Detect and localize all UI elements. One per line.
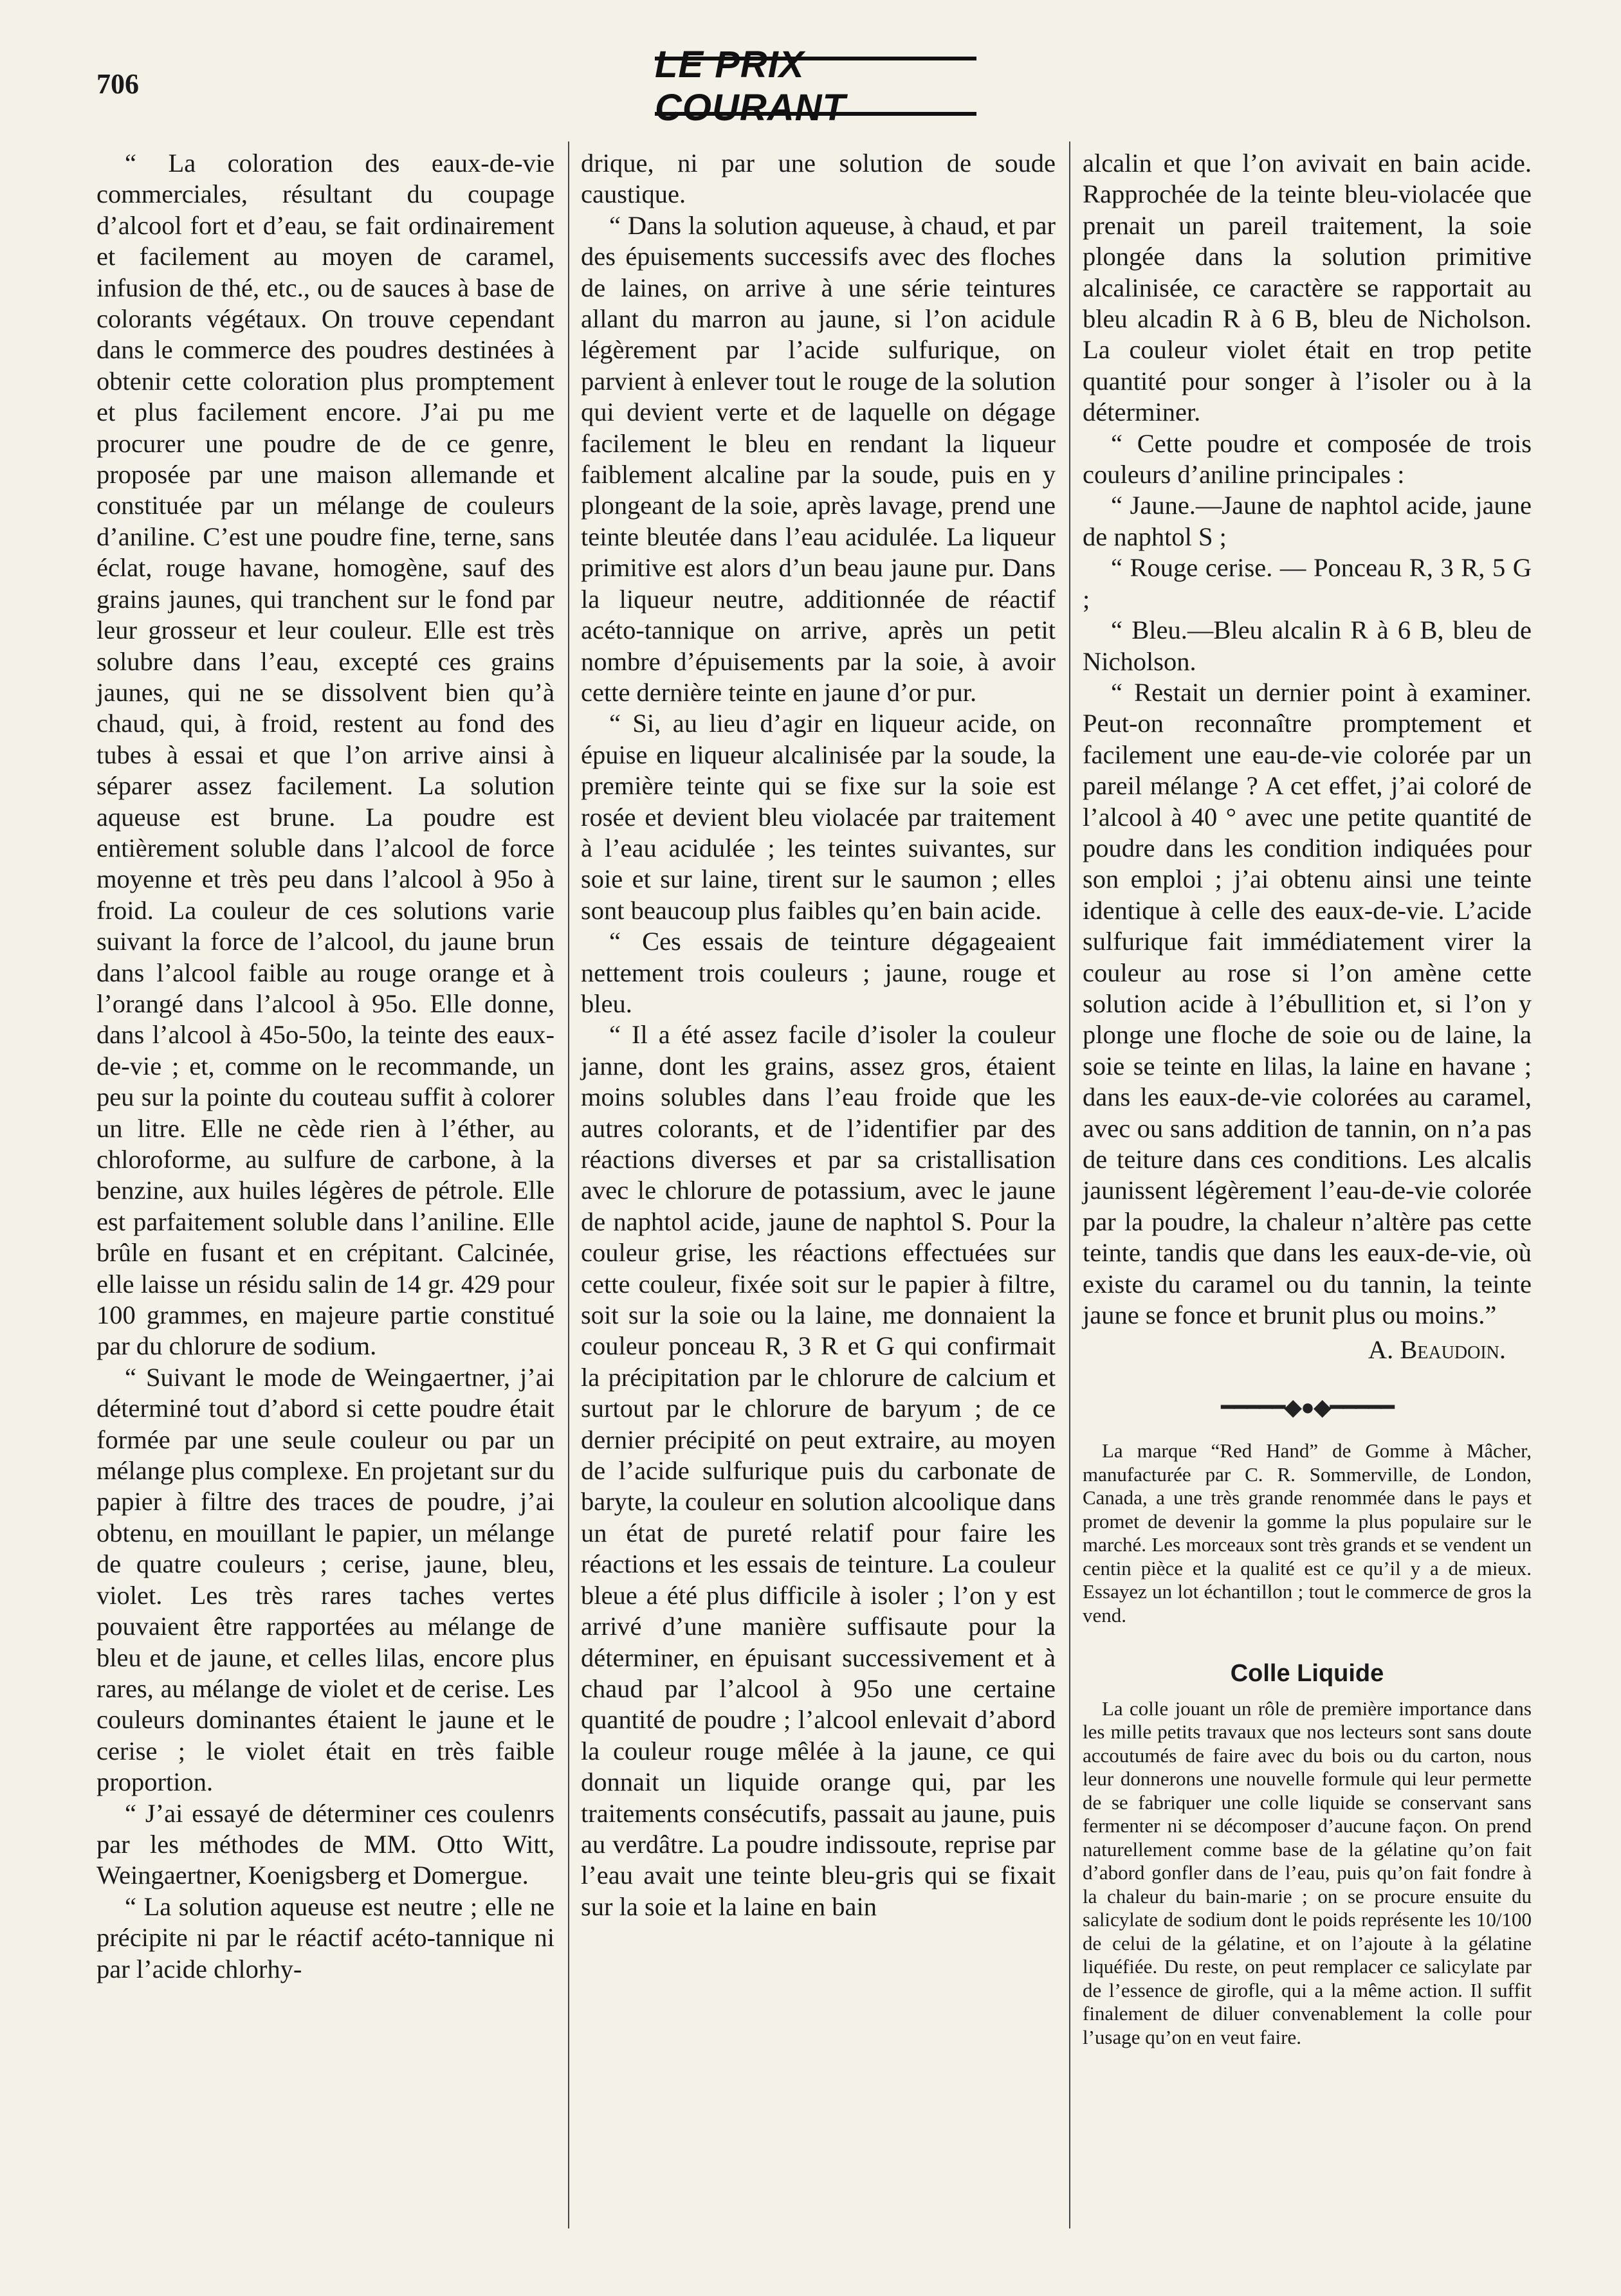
paragraph: “ J’ai essayé de déterminer ces coulenrs par les méthodes de MM. Otto Witt, Weingaertner, Koenigsberg et Domergue. (96, 1798, 554, 1890)
paragraph: “ Ces essais de teinture dégageaient nettement trois couleurs ; jaune, rouge et bleu. (581, 927, 1056, 1018)
paragraph: “ Dans la solution aqueuse, à chaud, et par des épuisements successifs avec des floches de laines, on arrive à une série teintures allant du marron au jaune, si l’on acidule légèrement par l’acide sulfurique, on parvient à enlever tout le rouge de la solution qui devient verte et de laquelle on dégage facilement le bleu en rendant la liqueur faiblement alcaline par la soude, puis en y plongeant de la soie, après lavage, prend une teinte bleutée dans l’eau acidulée. La liqueur primitive est alors d’un beau jaune pur. Dans la liqueur neutre, additionnée de réactif acéto-tannique on arrive, après un petit nombre d’épuisements par la soie, à avoir cette dernière teinte en jaune d’or pur. (581, 210, 1056, 707)
paragraph: “ Suivant le mode de Weingaertner, j’ai déterminé tout d’abord si cette poudre était formée par une seule couleur ou par un mélange plus complexe. En projetant sur du papier à filtre des traces de poudre, j’ai obtenu, en mouillant le papier, un mélange de quatre couleurs ; cerise, jaune, bleu, violet. Les très rares taches vertes pouvaient être rapportées au mélange de bleu et de jaune, et celles lilas, encore plus rares, au mélange de violet et de cerise. Les couleurs dominantes étaient le jaune et le cerise ; le violet était en très faible proportion. (96, 1362, 554, 1797)
paragraph: “ Jaune.—Jaune de naphtol acide, jaune de naphtol S ; (1083, 491, 1532, 551)
masthead-logo: LE PRIX COURANT (655, 57, 976, 116)
paragraph: alcalin et que l’on avivait en bain acide. Rapprochée de la teinte bleu-violacée que prenait un pareil traitement, la soie plongée dans la solution primitive alcalinisée, ce caractère se rapportait au bleu alcadin R à 6 B, bleu de Nicholson. La couleur violet était en trop petite quantité pour songer à l’isoler ou à la déterminer. (1083, 149, 1532, 427)
colle-liquide-article (1083, 1697, 1532, 2050)
paragraph: “ La coloration des eaux-de-vie commerciales, résultant du coupage d’alcool fort et d’eau, se fait ordinairement et facilement au moyen de caramel, infusion de thé, etc., ou de sauces à base de colorants végétaux. On trouve cependant dans le commerce des poudres destinées à obtenir cette coloration plus promptement et plus facilement encore. J’ai pu me procurer une poudre de de ce genre, proposée par une maison allemande et constituée par un mélange de couleurs d’aniline. C’est une poudre fine, terne, sans éclat, rouge havane, homogène, sauf des grains jaunes, qui tranchent sur le fond par leur grosseur et leur couleur. Elle est très solubre dans l’eau, excepté ces grains jaunes, qui ne se dissolvent bien qu’à chaud, qui, à froid, restent au fond des tubes à essai et que l’on arrive ainsi à séparer assez facilement. La solution aqueuse est brune. La poudre est entièrement soluble dans l’alcool de force moyenne et très peu dans l’alcool à 95o à froid. La couleur de ces solutions varie suivant la force de l’alcool, du jaune brun dans l’alcool faible au rouge orange et à l’orangé dans l’alcool à 95o. Elle donne, dans l’alcool à 45o-50o, la teinte des eaux-de-vie ; et, comme on le recommande, un peu sur la pointe du couteau suffit à colorer un litre. Elle ne cède rien à l’éther, au chloroforme, au sulfure de carbone, à la benzine, aux huiles légères de pétrole. Elle est parfaitement soluble dans l’aniline. Elle brûle en fusant et en crépitant. Calcinée, elle laisse un résidu salin de 14 gr. 429 pour 100 grammes, en majeure partie constitué par du chlorure de sodium. (96, 149, 554, 1361)
paragraph: “ Bleu.—Bleu alcalin R à 6 B, bleu de Nicholson. (1083, 615, 1532, 676)
column-divider (1069, 141, 1070, 2228)
author-signature: A. Beaudoin. (1368, 1335, 1506, 1365)
article-column-3 (1083, 148, 1532, 2049)
article-column-2 (581, 148, 1056, 1922)
red-hand-notice (1083, 1439, 1532, 1627)
article-column-1 (96, 148, 554, 1985)
colle-liquide-title: Colle Liquide (1230, 1660, 1384, 1688)
paragraph: “ Si, au lieu d’agir en liqueur acide, on épuise en liqueur alcalinisée par la soude, la première teinte qui se fixe sur la soie est rosée et devient bleu violacée par traitement à l’eau acidulée ; les teintes suivantes, sur soie et sur laine, tirent sur le saumon ; elles sont beaucoup plus faibles qu’en bain acide. (581, 709, 1056, 925)
paragraph: “ La solution aqueuse est neutre ; elle ne précipite ni par le réactif acéto-tannique ni par l’acide chlorhy- (96, 1891, 554, 1983)
column-divider (568, 141, 569, 2228)
ornament-divider: ━━━━━◆●◆━━━━━ (1221, 1394, 1393, 1420)
paragraph: “ Restait un dernier point à examiner. Peut-on reconnaître promptement et facilement une eau-de-vie colorée par un pareil mélange ? A cet effet, j’ai coloré de l’alcool à 40 ° avec une petite quantité de poudre dans les condition indiquées pour son emploi ; j’ai obtenu ainsi une teinte identique à celle des eaux-de-vie. L’acide sulfurique fait immédiatement virer la couleur au rose si l’on amène cette solution acide à l’ébullition et, si l’on y plonge une floche de soie ou de laine, la soie se teinte en lilas, la laine en havane ; dans les eaux-de-vie colorées au caramel, avec ou sans addition de tannin, on n’a pas de teiture dans ces conditions. Les alcalis jaunissent légèrement l’eau-de-vie colorée par la poudre, la chaleur n’altère pas cette teinte, tandis que dans les eaux-de-vie, où existe du caramel ou du tannin, la teinte jaune se fonce et brunit plus ou moins.” (1083, 677, 1532, 1330)
paragraph: “ Rouge cerise. — Ponceau R, 3 R, 5 G ; (1083, 553, 1532, 614)
notice-text: La marque “Red Hand” de Gomme à Mâcher, manufacturée par C. R. Sommerville, de London, Canada, a une très grande renommée dans le pays et promet de devenir la gomme la plus populaire sur le marché. Les morceaux sont très grands et se vendent un centin pièce et la qualité est ce qu’il y a de mieux. Essayez un lot échantillon ; tout le commerce de gros la vend. (1083, 1439, 1532, 1626)
paragraph: “ Il a été assez facile d’isoler la couleur janne, dont les grains, assez gros, étaient moins solubles dans l’eau froide que les autres colorants, et de l’identifier par des réactions diverses et par sa cristallisation avec le chlorure de potassium, avec le jaune de naphtol acide, jaune de naphtol S. Pour la couleur grise, les réactions effectuées sur cette couleur, fixée soit sur le papier à filtre, soit sur la soie ou la laine, me donnaient la couleur ponceau R, 3 R et G qui confirmait la précipitation par le chlorure de calcium et surtout par le chlorure de baryum ; de ce dernier précipité on peut extraire, au moyen de l’acide sulfurique puis du carbonate de baryte, la couleur en solution alcoolique dans un état de pureté relatif pour faire les réactions et les essais de teinture. La couleur bleue a été plus difficile à isoler ; l’on y est arrivé d’une manière suffisaute pour la déterminer, en épuisant successivement et à chaud par l’alcool à 95o une certaine quantité de poudre ; l’alcool enlevait d’abord la couleur rouge mêlée à la jaune, ce qui donnait un liquide orange qui, par les traitements consécutifs, passait au jaune, puis au verdâtre. La poudre indissoute, reprise par l’eau avait une teinte bleu-gris qui se fixait sur la soie et la laine en bain (581, 1020, 1056, 1921)
paragraph: drique, ni par une solution de soude caustique. (581, 149, 1056, 209)
paragraph: “ Cette poudre et composée de trois couleurs d’aniline principales : (1083, 428, 1532, 489)
page-number: 706 (96, 68, 139, 100)
article-text: La colle jouant un rôle de première importance dans les mille petits travaux que nos lecteurs sont sans doute accoutumés de faire avec du bois ou du carton, nous leur donnerons une nouvelle formule qui leur permette de se fabriquer une colle liquide se conservant sans fermenter ni se décomposer d’aucune façon. On prend naturellement comme base de la gélatine qu’on fait d’abord gonfler dans de l’eau, puis qu’on fait fondre à la chaleur du bain-marie ; on se procure ensuite du salicylate de sodium dont le poids représente les 10/100 de celui de la gélatine, et on l’ajoute à la gélatine liquéfiée. Du reste, on peut remplacer ce salicylate par de l’essence de girofle, qui a la même action. Il suffit finalement de diluer convenablement la colle pour l’usage qu’on en veut faire. (1083, 1697, 1532, 2048)
